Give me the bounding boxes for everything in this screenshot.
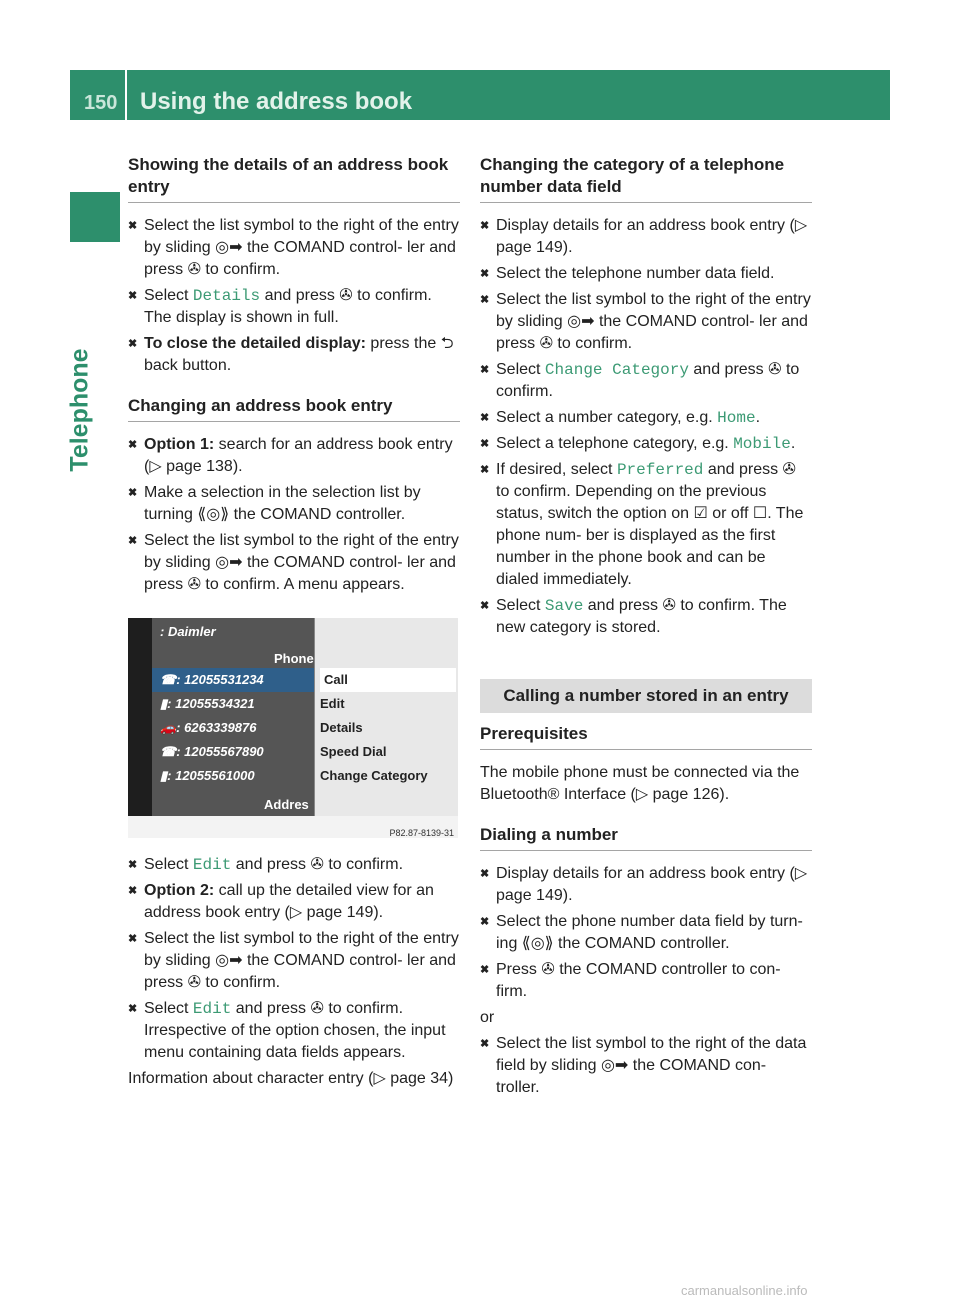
step: [480, 911, 812, 955]
page-title: Using the address book: [140, 88, 413, 115]
step-text: Select the telephone number data field.: [496, 265, 775, 282]
step: [480, 215, 812, 259]
step: [480, 459, 812, 591]
prerequisites-text: The mobile phone must be connected via the Bluetooth® Interface (▷ page 126).: [480, 764, 800, 803]
step-text: Select the list symbol to the right of the entry by sliding ◎➡ the COMAND control- ler and press ✇ to confirm.: [144, 217, 459, 278]
step: [128, 215, 460, 281]
step: [480, 289, 812, 355]
heading-dialing: Dialing a number: [480, 824, 812, 851]
step: [128, 285, 460, 329]
menu-term-save: Save: [544, 597, 584, 615]
menu-term-mobile: Mobile: [733, 435, 791, 453]
step-text: Display details for an address book entry (▷ page 149).: [496, 865, 808, 904]
step-text: Select a telephone category, e.g.: [496, 435, 734, 452]
step-text: Select: [496, 597, 545, 614]
screen-number-row: ▮: 12055534321: [160, 696, 255, 711]
section-banner: Calling a number stored in an entry: [480, 679, 812, 713]
step-text: and press ✇ to confirm. Irrespective of the option chosen, the input menu containing data fields appears.: [144, 1000, 446, 1061]
step: [480, 595, 812, 639]
step: [480, 407, 812, 429]
info-text: Information about character entry (▷ page 34): [128, 1070, 454, 1087]
step: [128, 333, 460, 377]
step-text: If desired, select: [496, 461, 617, 478]
screen-phone-label: Phone: [274, 651, 314, 666]
screen-address-label: Addres: [264, 797, 309, 812]
screen-number-row: ☎: 12055567890: [160, 744, 264, 759]
step: [128, 530, 460, 596]
step-bold: Option 2:: [144, 882, 215, 899]
header-divider: [125, 70, 127, 120]
screen-menu-item-edit: Edit: [320, 696, 345, 711]
screen-number-row: ☎: 12055531234: [152, 668, 314, 692]
step-text: and press ✇ to confirm. Depending on the previous status, switch the option on ☑ or off ☐. The phone num- ber is displayed as the first number in the phone book and can be dialed immediately.: [496, 461, 804, 588]
step-text: search for an address book entry (▷ page 138).: [144, 436, 453, 475]
step: [128, 880, 460, 924]
step-text: and press ✇ to confirm. The display is shown in full.: [144, 287, 432, 326]
heading-changing-entry: Changing an address book entry: [128, 395, 460, 422]
step-text: Select the phone number data field by turn- ing ⟪◎⟫ the COMAND controller.: [496, 913, 803, 952]
step: [128, 434, 460, 478]
heading-showing-details: Showing the details of an address book entry: [128, 154, 460, 203]
figure-code: P82.87-8139-31: [389, 828, 454, 838]
step: [480, 959, 812, 1003]
step-text: Select the list symbol to the right of the entry by sliding ◎➡ the COMAND control- ler and press ✇ to confirm.: [496, 291, 811, 352]
step-bold: Option 1:: [144, 436, 215, 453]
step-text: and press ✇ to confirm. The new category is stored.: [496, 597, 787, 636]
step: [480, 1033, 812, 1099]
step-text: Select the list symbol to the right of the data field by sliding ◎➡ the COMAND con- troller.: [496, 1035, 807, 1096]
step-text: Press ✇ the COMAND controller to con- firm.: [496, 961, 781, 1000]
screen-entry-name: : Daimler: [160, 624, 216, 639]
or-text: or: [480, 1009, 495, 1026]
step-text: call up the detailed view for an address book entry (▷ page 149).: [144, 882, 434, 921]
step: [480, 263, 812, 285]
step-text: .: [790, 435, 796, 452]
screen-menu-item-details: Details: [320, 720, 363, 735]
screen-menu-item-call: Call: [320, 668, 456, 692]
screen-menu-item-change-category: Change Category: [320, 768, 428, 783]
step: [128, 482, 460, 526]
step: [128, 928, 460, 994]
section-tab-marker: [70, 192, 120, 242]
step: [480, 359, 812, 403]
step: [480, 433, 812, 455]
step-text: .: [755, 409, 761, 426]
menu-term-home: Home: [717, 409, 756, 427]
step-text: Select the list symbol to the right of the entry by sliding ◎➡ the COMAND control- ler and press ✇ to confirm.: [144, 930, 459, 991]
menu-term-change-category: Change Category: [544, 361, 689, 379]
menu-term-details: Details: [192, 287, 261, 305]
step-text: Make a selection in the selection list by turning ⟪◎⟫ the COMAND controller.: [144, 484, 421, 523]
heading-prerequisites: Prerequisites: [480, 723, 812, 750]
footer-watermark: carmanualsonline.info: [681, 1283, 808, 1298]
step: [480, 863, 812, 907]
step-text: Select: [144, 287, 193, 304]
step-text: Select: [144, 1000, 193, 1017]
step-text: Select: [496, 361, 545, 378]
right-column: [480, 154, 812, 1103]
screen-number-row: ▮: 12055561000: [160, 768, 255, 783]
section-label: Telephone: [65, 348, 94, 472]
left-column: [128, 154, 460, 1094]
menu-term-edit: Edit: [192, 856, 232, 874]
step: [128, 854, 460, 876]
menu-term-preferred: Preferred: [616, 461, 704, 479]
step-text: Display details for an address book entry (▷ page 149).: [496, 217, 808, 256]
step-text: Select a number category, e.g.: [496, 409, 718, 426]
screen-left-bar: [128, 618, 152, 816]
step-text: press the ⮌ back button.: [144, 335, 454, 374]
step-text: Select the list symbol to the right of the entry by sliding ◎➡ the COMAND control- ler and press ✇ to confirm. A menu appears.: [144, 532, 459, 593]
screen-menu-item-speed-dial: Speed Dial: [320, 744, 387, 759]
screen-number-row: 🚗: 6263339876: [160, 720, 257, 735]
comand-screenshot: [128, 618, 458, 838]
menu-term-edit: Edit: [192, 1000, 232, 1018]
step-text: and press ✇ to confirm.: [496, 361, 800, 400]
step-bold: To close the detailed display:: [144, 335, 366, 352]
page-number: 150: [84, 92, 118, 114]
heading-changing-category: Changing the category of a telephone number data field: [480, 154, 812, 203]
step: [128, 998, 460, 1064]
step-text: and press ✇ to confirm.: [231, 856, 404, 873]
step-text: Select: [144, 856, 193, 873]
